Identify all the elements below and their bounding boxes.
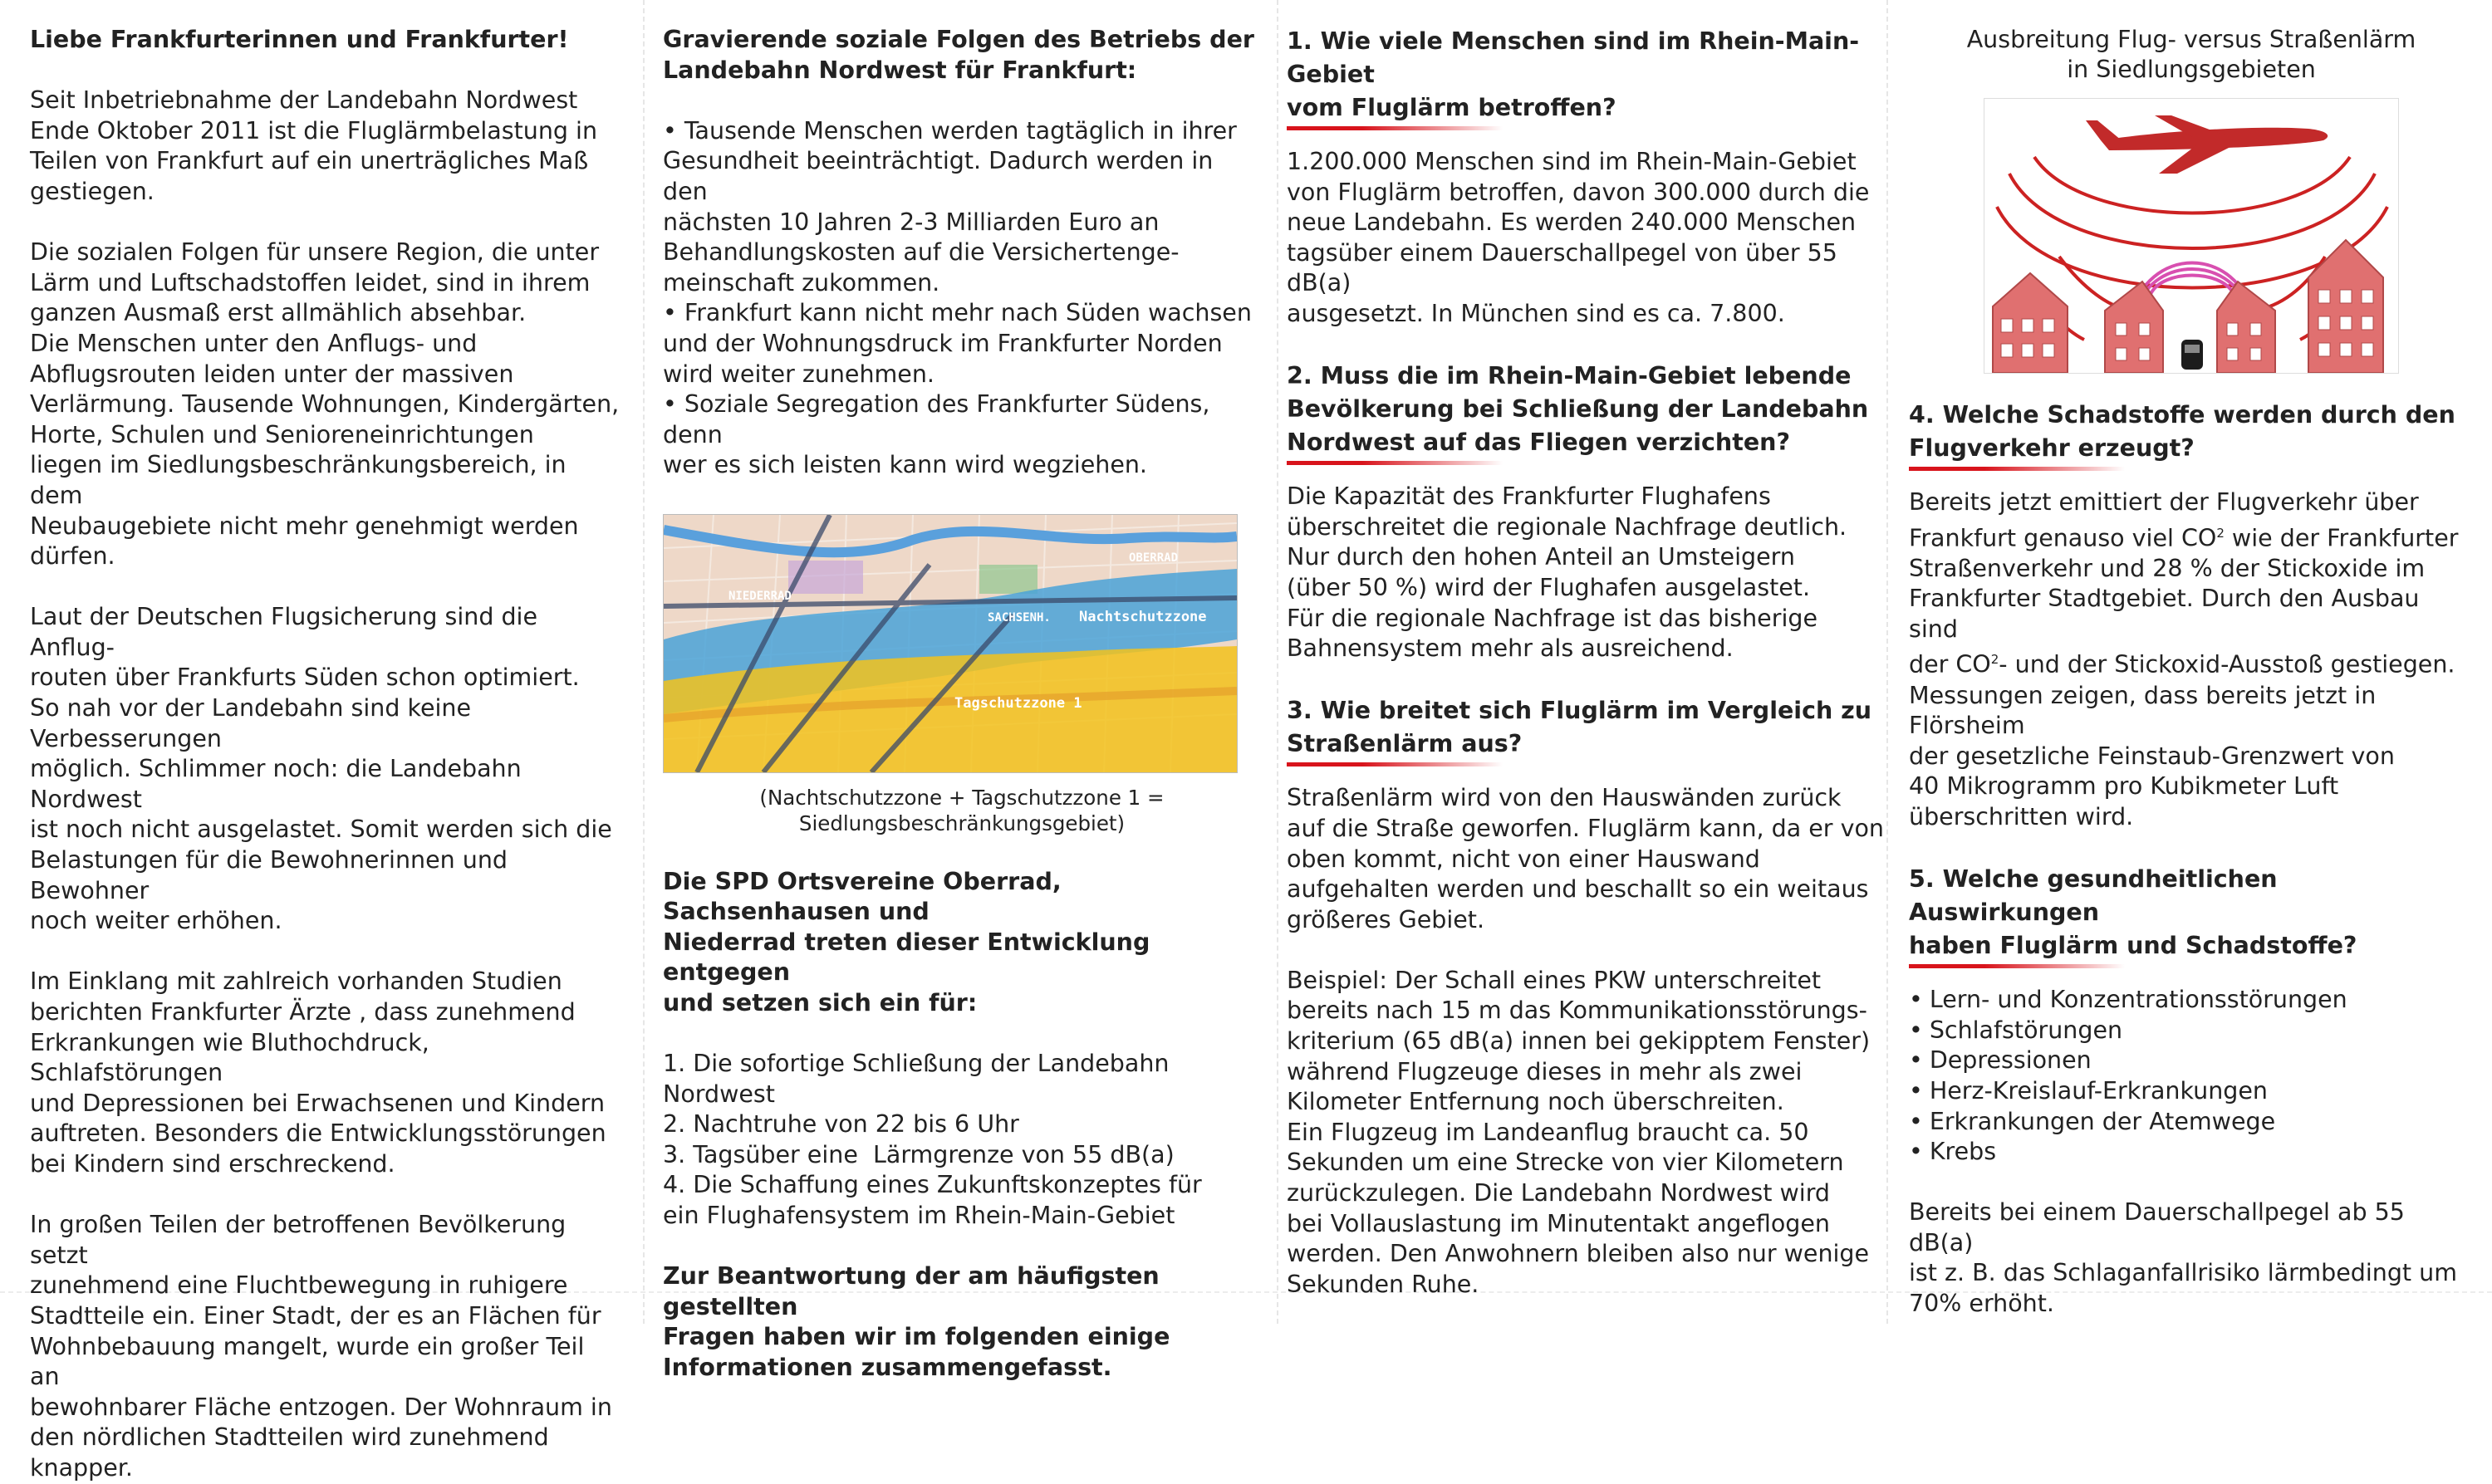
- fold-line-1: [643, 0, 645, 1324]
- column-intro: [30, 25, 620, 1484]
- answer-3a: Straßenlärm wird von den Hauswänden zurück auf die Straße geworfen. Fluglärm kann, da er von oben kommt, nicht von einer Hauswand aufgehalten werden und beschallt so ein weitaus größeres Gebiet.: [1287, 784, 1884, 933]
- question-3: 3. Wie breitet sich Fluglärm im Vergleich zu Straßenlärm aus?: [1287, 697, 1872, 758]
- spd-heading: Die SPD Ortsvereine Oberrad, Sachsenhausen und Niederrad treten dieser Entwicklung entgegen und setzen sich ein für:: [663, 867, 1150, 1016]
- column-consequences: [663, 25, 1261, 1384]
- question-5-underline: [1909, 964, 2125, 968]
- question-2: 2. Muss die im Rhein-Main-Gebiet lebende Bevölkerung bei Schließung der Landebahn Nordwest auf das Fliegen verzichten?: [1287, 362, 1869, 457]
- list-item: • Krebs: [1909, 1137, 2474, 1168]
- consequences-heading: Gravierende soziale Folgen des Betriebs der Landebahn Nordwest für Frankfurt:: [663, 26, 1254, 84]
- demands-list: 1. Die sofortige Schließung der Landebahn Nordwest 2. Nachtruhe von 22 bis 6 Uhr 3. Tagsüber eine Lärmgrenze von 55 dB(a) 4. Die Schaffung eines Zukunftskonzeptes für ein Flughafensystem im Rhein-Main-Gebiet: [663, 1050, 1202, 1230]
- intro-paragraph-5: In großen Teilen der betroffenen Bevölkerung setzt zunehmend eine Fluchtbewegung in ruhigere Stadtteile ein. Einer Stadt, der es an Flächen für Wohnbebauung mangelt, wurde ein großer Teil an bewohnbarer Fläche entzogen. Der Wohnraum in den nördlichen Stadtteilen wird zunehmend knapper.: [30, 1211, 612, 1482]
- question-4-underline: [1909, 467, 2125, 471]
- consequence-bullet-2: • Frankfurt kann nicht mehr nach Süden wachsen und der Wohnungsdruck im Frankfurter Norden wird weiter zunehmen.: [663, 299, 1252, 388]
- list-item: • Lern- und Konzentrationsstörungen: [1909, 985, 2474, 1016]
- answer-4: Bereits jetzt emittiert der Flugverkehr über Frankfurt genauso viel $CO^2$ wie der Frankfurter Straßenverkehr und 28 % der Stickoxide im Frankfurter Stadtgebiet. Durch den Ausbau sind der $CO^2-$ und der Stickoxid-Ausstoß gestiegen. Messungen zeigen, dass bereits jetzt in Flörsheim der gesetzliche Feinstaub-Grenzwert von 40 Mikrogramm pro Kubikmeter Luft überschritten wird.: [1909, 488, 2459, 830]
- fold-line-3: [1886, 0, 1888, 1324]
- question-1: 1. Wie viele Menschen sind im Rhein-Main-Gebiet vom Fluglärm betroffen?: [1287, 27, 1860, 121]
- map-label-night-zone: Nachtschutzzone: [1079, 608, 1207, 625]
- column-faq-1: [1287, 25, 1885, 1300]
- question-4: 4. Welche Schadstoffe werden durch den Flugverkehr erzeugt?: [1909, 401, 2455, 462]
- list-item: • Herz-Kreislauf-Erkrankungen: [1909, 1076, 2474, 1107]
- greeting-heading: Liebe Frankfurterinnen und Frankfurter!: [30, 26, 569, 53]
- answer-2: Die Kapazität des Frankfurter Flughafens überschreitet die regionale Nachfrage deutlich. Nur durch den hohen Anteil an Umsteigern (über 50 %) wird der Flughafen ausgelastet. Für die regionale Nachfrage ist das bisherige Bahnensystem mehr als ausreichend.: [1287, 482, 1847, 663]
- noise-zone-map: [663, 514, 1238, 773]
- health-effects-list: [1909, 985, 2474, 1168]
- closing-text: Zur Beantwortung der am häufigsten gestellten Fragen haben wir im folgenden einige Informationen zusammengefasst.: [663, 1262, 1170, 1381]
- fold-line-2: [1277, 0, 1278, 1324]
- answer-3b: Beispiel: Der Schall eines PKW unterschreitet bereits nach 15 m das Kommunikationsstörungs- kriterium (65 dB(a) innen bei gekipptem Fenster) während Flugzeuge dieses in mehr als zwei Kilometer Entfernung noch überschreiten. Ein Flugzeug im Landeanflug braucht ca. 50 Sekunden um eine Strecke von vier Kilometern zurückzulegen. Die Landebahn Nordwest wird bei Vollauslastung im Minutentakt angeflogen werden. Den Anwohnern bleiben also nur wenige Sekunden Ruhe.: [1287, 966, 1871, 1298]
- question-2-underline: [1287, 461, 1503, 465]
- answer-1: 1.200.000 Menschen sind im Rhein-Main-Gebiet von Fluglärm betroffen, davon 300.000 durch die neue Landebahn. Es werden 240.000 Menschen tagsüber einem Dauerschallpegel von über 55 dB(a) ausgesetzt. In München sind es ca. 7.800.: [1287, 148, 1870, 327]
- noise-illustration-graphic: [1984, 99, 2398, 373]
- question-5: 5. Welche gesundheitlichen Auswirkungen haben Fluglärm und Schadstoffe?: [1909, 865, 2357, 960]
- list-item: • Depressionen: [1909, 1046, 2474, 1076]
- map-label-sachsenhausen: SACHSENH.: [988, 610, 1051, 624]
- consequence-bullet-3: • Soziale Segregation des Frankfurter Südens, denn wer es sich leisten kann wird wegziehen.: [663, 390, 1210, 479]
- map-caption: (Nachtschutzzone + Tagschutzzone 1 = Siedlungsbeschränkungsgebiet): [759, 785, 1165, 835]
- map-graphic: [664, 515, 1237, 772]
- map-label-oberrad: OBERRAD: [1129, 551, 1179, 565]
- figure-title: Ausbreitung Flug- versus Straßenlärm in Siedlungsgebieten: [1966, 26, 2416, 83]
- list-item: • Erkrankungen der Atemwege: [1909, 1107, 2474, 1138]
- map-label-day-zone: Tagschutzzone 1: [954, 694, 1082, 712]
- intro-paragraph-2: Die sozialen Folgen für unsere Region, die unter Lärm und Luftschadstoffen leidet, sind in ihrem ganzen Ausmaß erst allmählich absehbar. Die Menschen unter den Anflugs- und Abflugsrouten leiden unter der massiven Verlärmung. Tausende Wohnungen, Kindergärten, Horte, Schulen und Senioreneinrichtungen liegen im Siedlungsbeschränkungsbereich, in dem Neubaugebiete nicht mehr genehmigt werden dürfen.: [30, 238, 620, 571]
- intro-paragraph-3: Laut der Deutschen Flugsicherung sind die Anflug- routen über Frankfurts Süden schon optimiert. So nah vor der Landebahn sind keine Verbesserungen möglich. Schlimmer noch: die Landebahn Nordwest ist noch nicht ausgelastet. Somit werden sich die Belastungen für die Bewohnerinnen und Bewohner noch weiter erhöhen.: [30, 603, 612, 935]
- intro-paragraph-1: Seit Inbetriebnahme der Landebahn Nordwest Ende Oktober 2011 ist die Fluglärmbelastung in Teilen von Frankfurt auf ein unerträgliches Maß gestiegen.: [30, 86, 598, 205]
- question-1-underline: [1287, 126, 1503, 130]
- noise-illustration: [1984, 98, 2399, 374]
- map-label-niederrad: NIEDERRAD: [728, 589, 792, 603]
- answer-5: Bereits bei einem Dauerschallpegel ab 55 dB(a) ist z. B. das Schlaganfallrisiko lärmbedingt um 70% erhöht.: [1909, 1198, 2457, 1318]
- consequence-bullet-1: • Tausende Menschen werden tagtäglich in ihrer Gesundheit beeinträchtigt. Dadurch werden in den nächsten 10 Jahren 2-3 Milliarden Euro an Behandlungskosten auf die Versichertenge- meinschaft zukommen.: [663, 116, 1237, 296]
- question-3-underline: [1287, 762, 1503, 766]
- intro-paragraph-4: Im Einklang mit zahlreich vorhanden Studien berichten Frankfurter Ärzte , dass zunehmend Erkrankungen wie Bluthochdruck, Schlafstörungen und Depressionen bei Erwachsenen und Kindern auftreten. Besonders die Entwicklungsstörungen bei Kindern sind erschreckend.: [30, 967, 606, 1178]
- column-faq-2: [1909, 25, 2474, 1320]
- car-icon: [2181, 340, 2203, 370]
- list-item: • Schlafstörungen: [1909, 1016, 2474, 1046]
